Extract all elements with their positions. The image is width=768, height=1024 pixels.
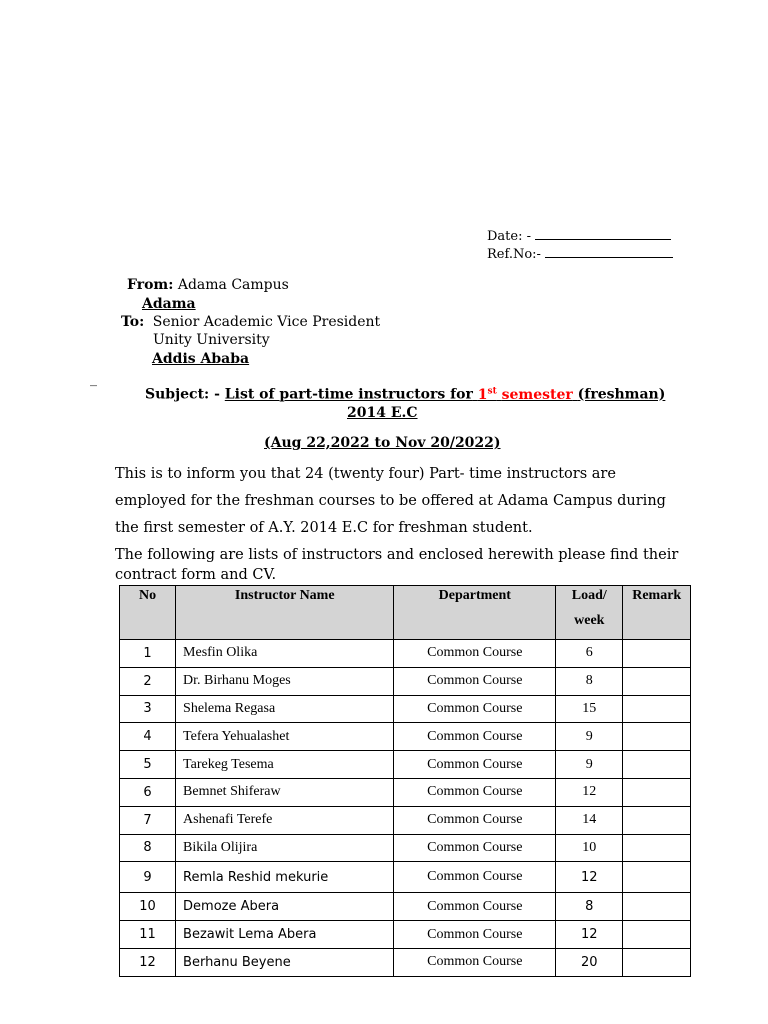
cell-remark bbox=[623, 948, 691, 976]
cell-name: Bemnet Shiferaw bbox=[176, 778, 394, 806]
cell-load: 14 bbox=[556, 806, 623, 834]
table-row bbox=[120, 723, 691, 751]
from-line bbox=[127, 277, 289, 293]
subject-superscript: st bbox=[487, 386, 497, 396]
date-line bbox=[487, 227, 671, 244]
cell-load: 12 bbox=[556, 862, 623, 893]
body-line-5: contract form and CV. bbox=[115, 567, 277, 583]
cell-no: 5 bbox=[120, 751, 176, 779]
table-row bbox=[120, 862, 691, 893]
cell-dept: Common Course bbox=[394, 667, 556, 695]
cell-name: Shelema Regasa bbox=[176, 695, 394, 723]
from-value: Adama Campus bbox=[177, 277, 289, 293]
body-line-2: employed for the freshman courses to be offered at Adama Campus during bbox=[115, 493, 666, 509]
cell-no: 11 bbox=[120, 921, 176, 949]
to-line2: Unity University bbox=[153, 332, 270, 348]
cell-remark bbox=[623, 695, 691, 723]
header-load-line2: week bbox=[574, 613, 605, 628]
ref-line bbox=[487, 245, 673, 262]
ref-blank bbox=[545, 245, 673, 258]
cell-remark bbox=[623, 921, 691, 949]
body-line-1: This is to inform you that 24 (twenty four) Part- time instructors are bbox=[115, 466, 616, 482]
subject-text-after: (freshman) bbox=[577, 386, 666, 403]
to-line1: Senior Academic Vice President bbox=[152, 314, 381, 330]
cell-remark bbox=[623, 751, 691, 779]
cell-name: Dr. Birhanu Moges bbox=[176, 667, 394, 695]
table-row bbox=[120, 640, 691, 668]
cell-dept: Common Course bbox=[394, 834, 556, 862]
from-city: Adama bbox=[142, 296, 196, 312]
cell-remark bbox=[623, 778, 691, 806]
cell-load: 8 bbox=[556, 893, 623, 921]
subject-number-digit: 1 bbox=[477, 386, 488, 403]
header-remark: Remark bbox=[623, 586, 691, 640]
cell-dept: Common Course bbox=[394, 751, 556, 779]
cell-name: Ashenafi Terefe bbox=[176, 806, 394, 834]
cell-no: 10 bbox=[120, 893, 176, 921]
cell-dept: Common Course bbox=[394, 948, 556, 976]
instructor-table bbox=[119, 585, 691, 977]
cell-dept: Common Course bbox=[394, 723, 556, 751]
cell-load: 8 bbox=[556, 667, 623, 695]
cell-remark bbox=[623, 834, 691, 862]
ref-label: Ref.No:- bbox=[487, 247, 541, 262]
table-row bbox=[120, 893, 691, 921]
cell-name: Berhanu Beyene bbox=[176, 948, 394, 976]
table-row bbox=[120, 778, 691, 806]
to-city: Addis Ababa bbox=[152, 351, 250, 367]
cell-no: 2 bbox=[120, 667, 176, 695]
cell-dept: Common Course bbox=[394, 778, 556, 806]
cell-no: 12 bbox=[120, 948, 176, 976]
table-header-row bbox=[120, 586, 691, 640]
table-row bbox=[120, 695, 691, 723]
header-no: No bbox=[120, 586, 176, 640]
cell-no: 9 bbox=[120, 862, 176, 893]
cell-load: 9 bbox=[556, 751, 623, 779]
cell-no: 3 bbox=[120, 695, 176, 723]
cell-name: Mesfin Olika bbox=[176, 640, 394, 668]
cell-name: Bezawit Lema Abera bbox=[176, 921, 394, 949]
cell-no: 8 bbox=[120, 834, 176, 862]
cell-name: Tefera Yehualashet bbox=[176, 723, 394, 751]
cell-dept: Common Course bbox=[394, 806, 556, 834]
margin-mark: _ bbox=[90, 371, 97, 387]
table-row bbox=[120, 806, 691, 834]
table-row bbox=[120, 834, 691, 862]
cell-no: 4 bbox=[120, 723, 176, 751]
body-line-4: The following are lists of instructors and enclosed herewith please find their bbox=[115, 547, 679, 563]
cell-name: Demoze Abera bbox=[176, 893, 394, 921]
cell-load: 10 bbox=[556, 834, 623, 862]
cell-load: 12 bbox=[556, 921, 623, 949]
date-blank bbox=[535, 227, 671, 240]
table-row bbox=[120, 921, 691, 949]
subject-line bbox=[145, 386, 665, 403]
cell-dept: Common Course bbox=[394, 695, 556, 723]
cell-name: Bikila Olijira bbox=[176, 834, 394, 862]
cell-remark bbox=[623, 862, 691, 893]
table-row bbox=[120, 751, 691, 779]
cell-load: 9 bbox=[556, 723, 623, 751]
cell-remark bbox=[623, 640, 691, 668]
table-row bbox=[120, 948, 691, 976]
cell-load: 12 bbox=[556, 778, 623, 806]
header-name: Instructor Name bbox=[176, 586, 394, 640]
body-line-3: the first semester of A.Y. 2014 E.C for freshman student. bbox=[115, 520, 533, 536]
to-line bbox=[121, 314, 380, 330]
from-label: From: bbox=[127, 277, 174, 293]
cell-load: 15 bbox=[556, 695, 623, 723]
to-label: To: bbox=[121, 314, 145, 330]
header-dept: Department bbox=[394, 586, 556, 640]
subject-text bbox=[225, 387, 666, 403]
cell-remark bbox=[623, 806, 691, 834]
header-load bbox=[556, 586, 623, 640]
cell-dept: Common Course bbox=[394, 862, 556, 893]
cell-dept: Common Course bbox=[394, 640, 556, 668]
subject-text-before: List of part-time instructors for bbox=[224, 386, 473, 403]
cell-load: 20 bbox=[556, 948, 623, 976]
cell-name: Tarekeg Tesema bbox=[176, 751, 394, 779]
subject-highlight: semester bbox=[501, 386, 573, 403]
table-row bbox=[120, 667, 691, 695]
subject-period: (Aug 22,2022 to Nov 20/2022) bbox=[264, 435, 501, 451]
cell-remark bbox=[623, 723, 691, 751]
cell-no: 6 bbox=[120, 778, 176, 806]
cell-remark bbox=[623, 893, 691, 921]
cell-no: 7 bbox=[120, 806, 176, 834]
cell-no: 1 bbox=[120, 640, 176, 668]
cell-dept: Common Course bbox=[394, 921, 556, 949]
cell-remark bbox=[623, 667, 691, 695]
header-load-line1: Load/ bbox=[571, 588, 607, 603]
cell-dept: Common Course bbox=[394, 893, 556, 921]
subject-label: Subject: - bbox=[145, 386, 220, 403]
subject-line2: 2014 E.C bbox=[347, 405, 418, 421]
date-label: Date: - bbox=[487, 229, 531, 244]
cell-name: Remla Reshid mekurie bbox=[176, 862, 394, 893]
cell-load: 6 bbox=[556, 640, 623, 668]
subject-number bbox=[478, 387, 573, 403]
